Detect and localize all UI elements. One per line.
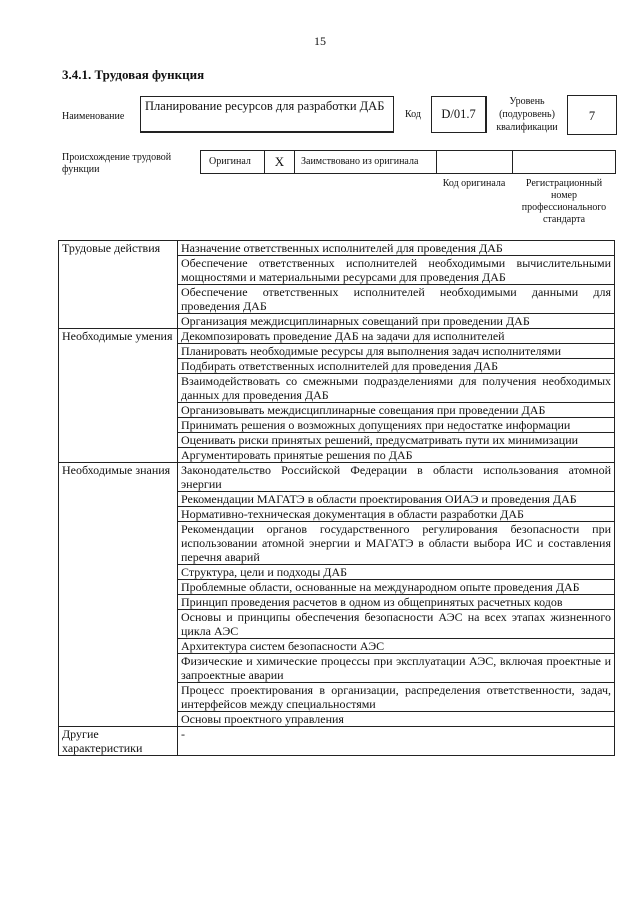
table-row: [59, 241, 615, 256]
requirement-item: Основы проектного управления: [178, 712, 615, 727]
requirement-item: Проблемные области, основанные на международном опыте проведения ДАБ: [178, 580, 615, 595]
origin-label: Происхождение трудовой функции: [62, 152, 172, 175]
requirement-item: Процесс проектирования в организации, распределения ответственности, задач, интерфейсов между специальностями: [178, 683, 615, 712]
origin-row: [200, 150, 616, 174]
origin-code-cell: [437, 151, 513, 173]
table-row: [59, 727, 615, 756]
category-label: Трудовые действия: [59, 241, 178, 329]
requirement-item: Обеспечение ответственных исполнителей необходимыми данными для проведения ДАБ: [178, 285, 615, 314]
requirement-item: Аргументировать принятые решения по ДАБ: [178, 448, 615, 463]
name-value: Планирование ресурсов для разработки ДАБ: [140, 96, 394, 133]
requirement-item: Структура, цели и подходы ДАБ: [178, 565, 615, 580]
level-value: 7: [567, 95, 617, 135]
requirement-item: Оценивать риски принятых решений, предусматривать пути их минимизации: [178, 433, 615, 448]
section-title: 3.4.1. Трудовая функция: [62, 67, 205, 82]
requirement-item: Рекомендации МАГАТЭ в области проектирования ОИАЭ и проведения ДАБ: [178, 492, 615, 507]
requirement-item: Архитектура систем безопасности АЭС: [178, 639, 615, 654]
code-caption: Код оригинала: [442, 178, 506, 189]
category-label: Другие характеристики: [59, 727, 178, 756]
requirement-item: Физические и химические процессы при эксплуатации АЭС, включая проектные и запроектные аварии: [178, 654, 615, 683]
requirement-item: Основы и принципы обеспечения безопасности АЭС на всех этапах жизненного цикла АЭС: [178, 610, 615, 639]
requirement-item: Законодательство Российской Федерации в области использования атомной энергии: [178, 463, 615, 492]
borrowed-label: Заимствовано из оригинала: [295, 151, 437, 173]
original-label: Оригинал: [201, 151, 265, 173]
requirement-item: Назначение ответственных исполнителей для проведения ДАБ: [178, 241, 615, 256]
name-label: Наименование: [62, 111, 125, 122]
table-row: [59, 329, 615, 344]
requirement-item: Организовывать междисциплинарные совещания при проведении ДАБ: [178, 403, 615, 418]
requirement-item: Планировать необходимые ресурсы для выполнения задач исполнителями: [178, 344, 615, 359]
category-label: Необходимые умения: [59, 329, 178, 463]
requirement-item: Декомпозировать проведение ДАБ на задачи для исполнителей: [178, 329, 615, 344]
original-mark: X: [265, 151, 295, 173]
level-label: Уровень (подуровень) квалификации: [496, 96, 558, 133]
requirement-item: Подбирать ответственных исполнителей для проведения ДАБ: [178, 359, 615, 374]
requirement-item: Рекомендации органов государственного регулирования безопасности при использовании атомной энергии и МАГАТЭ в области выбора ИС и составления перечня аварий: [178, 522, 615, 565]
requirement-item: Взаимодействовать со смежными подразделениями для получения необходимых данных для проведения ДАБ: [178, 374, 615, 403]
table-row: [59, 463, 615, 492]
origin-reg-cell: [513, 151, 615, 173]
requirement-item: Организация междисциплинарных совещаний при проведении ДАБ: [178, 314, 615, 329]
requirements-table: [58, 240, 615, 756]
code-value: D/01.7: [431, 96, 487, 133]
category-label: Необходимые знания: [59, 463, 178, 727]
reg-caption: Регистрационный номер профессионального стандарта: [521, 178, 607, 225]
requirement-item: Обеспечение ответственных исполнителей необходимыми вычислительными мощностями и материальными ресурсами для проведения ДАБ: [178, 256, 615, 285]
code-label: Код: [405, 109, 421, 120]
page-number: 15: [314, 34, 326, 48]
requirement-item: Нормативно-техническая документация в области разработки ДАБ: [178, 507, 615, 522]
requirement-item: Принимать решения о возможных допущениях при недостатке информации: [178, 418, 615, 433]
requirement-item: -: [178, 727, 615, 756]
requirement-item: Принцип проведения расчетов в одном из общепринятых расчетных кодов: [178, 595, 615, 610]
